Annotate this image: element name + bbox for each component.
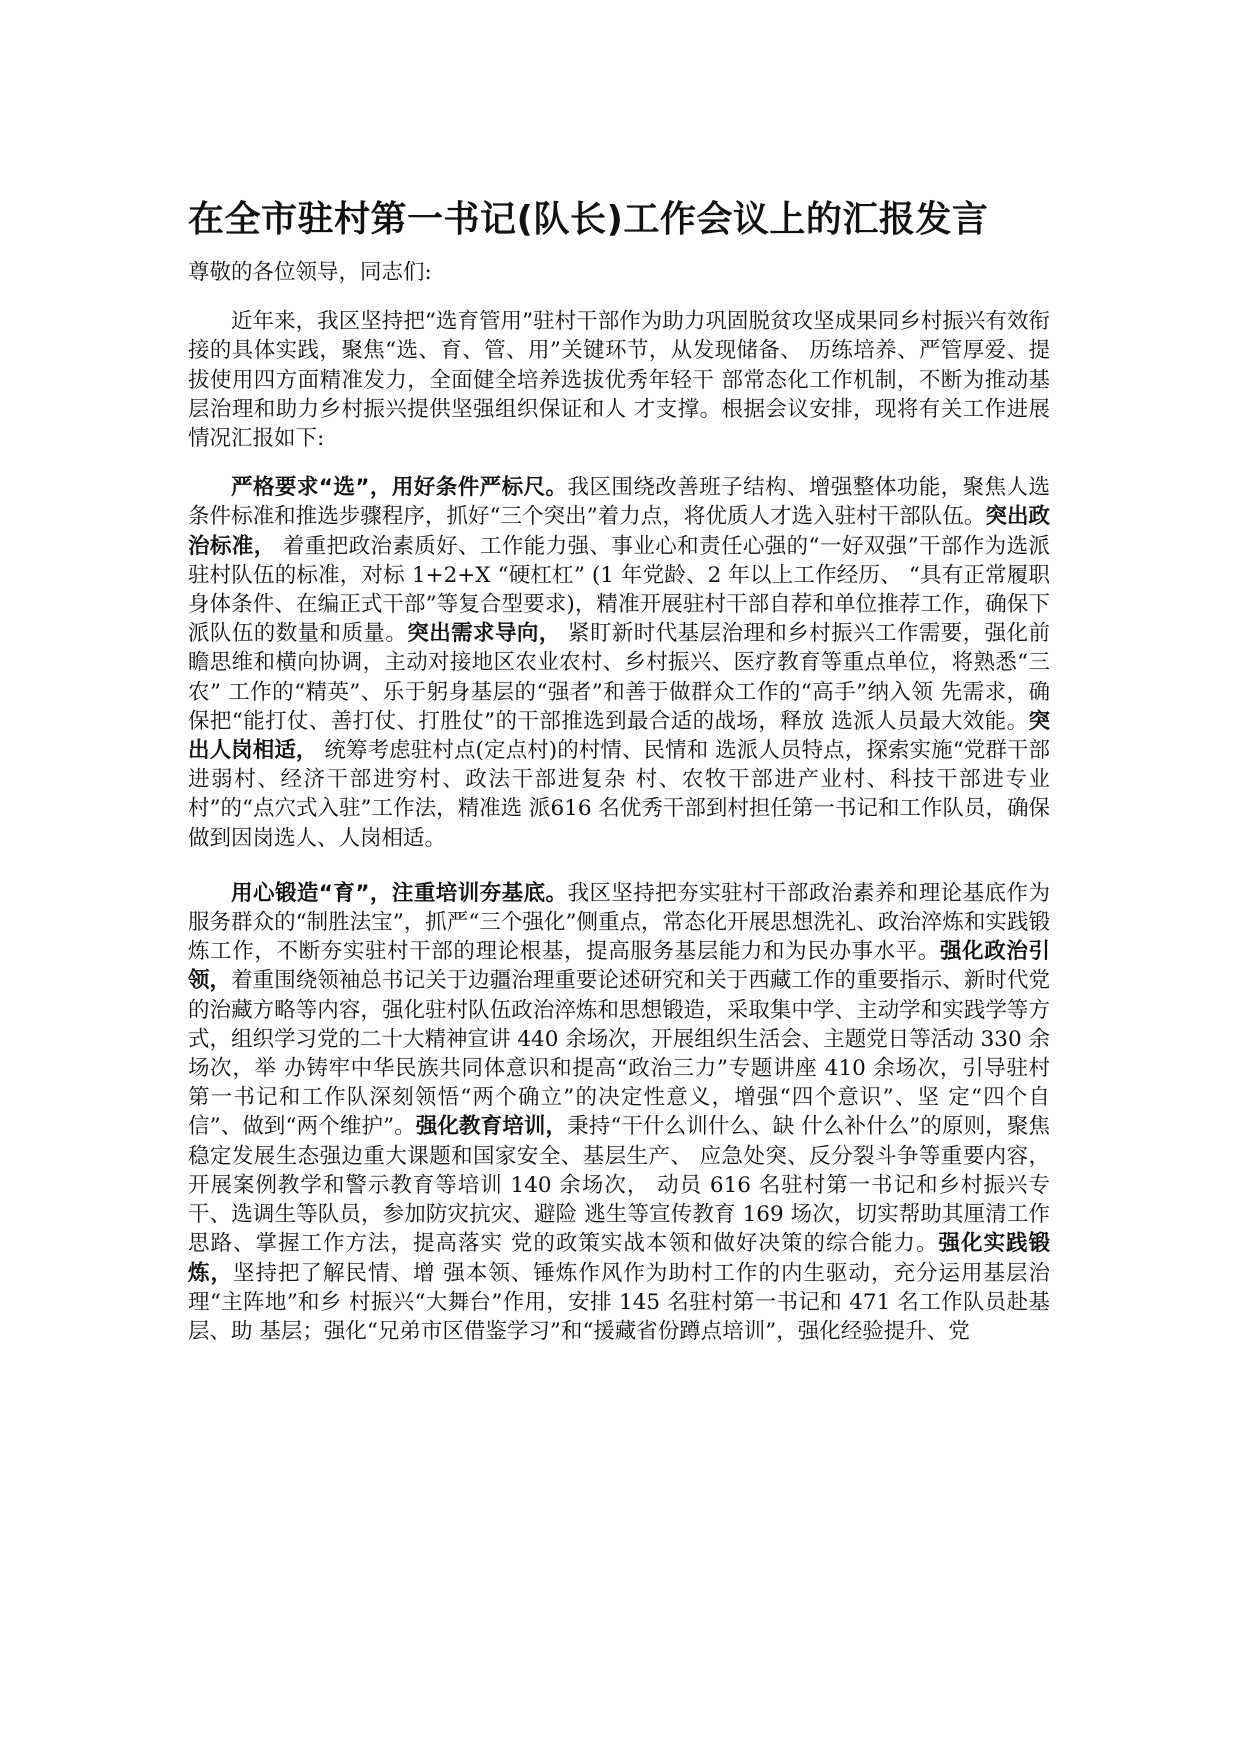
text-selection: 我区围绕改善班子结构、增强整体功能，聚焦人选条件标准和推选步骤程序，抓好“三个突出”着力点，将优质人才选入驻村干部队伍。 — [188, 475, 1050, 530]
text-practice: 坚持把了解民情、增 强本领、锤炼作风作为助村工作的内生驱动，充分运用基层治理“主阵地”和乡 村振兴“大舞台”作用，安排 145 名驻村第一书记和 471 名工作队员赴基层、助 基层；强化“兄弟市区借鉴学习”和“援藏省份蹲点培训”，强化经验提升、党 — [188, 1260, 1050, 1344]
document-body — [188, 258, 1050, 1366]
text-political-standard: 着重把政治素质好、工作能力强、事业心和责任心强的“一好双强”干部作为选派驻村队伍的标准，对标 1+2+X “硬杠杠” (1 年党龄、2 年以上工作经历、 “具有正常履职身体条件、在编正式干部”等复合型要求)，精准开展驻村干部自荐和单位推荐工作，确保下派队伍的数量和质量。 — [188, 533, 1050, 647]
heading-political-guidance: 强化政治引领， — [188, 939, 1050, 994]
paragraph-training — [188, 879, 1050, 1346]
text-political-guidance: 着重围绕领袖总书记关于边疆治理重要论述研究和关于西藏工作的重要指示、新时代党的治藏方略等内容，强化驻村队伍政治淬炼和思想锻造，采取集中学、主动学和实践学等方式，组织学习党的二十大精神宣讲 440 余场次，开展组织生活会、主题党日等活动 330 余场次，举 办铸牢中华民族共同体意识和提高“政治三力”专题讲座 410 余场次，引导驻村 第一书记和工作队深刻领悟“两个确立”的决定性意义，增强“四个意识”、坚 定“四个自信”、做到“两个维护”。 — [188, 968, 1050, 1140]
heading-person-post-fit: 突出人岗相适， — [188, 708, 1050, 764]
heading-education-training: 强化教育培训， — [415, 1114, 568, 1140]
document-title: 在全市驻村第一书记(队长)工作会议上的汇报发言 — [188, 199, 989, 240]
text-person-post-fit: 统筹考虑驻村点(定点村)的村情、民情和 选派人员特点，探索实施“党群干部进弱村、经济干部进穷村、政法干部进复杂 村、农牧干部进产业村、科技干部进专业村”的“点穴式入驻”工作法，精准选 派616 名优秀干部到村担任第一书记和工作队员，确保做到因岗选人、人岗相适。 — [188, 738, 1050, 851]
paragraph-selection — [188, 473, 1050, 853]
salutation: 尊敬的各位领导，同志们: — [188, 260, 432, 285]
text-demand-orientation: 紧盯新时代基层治理和乡村振兴工作需要，强化前瞻思维和横向协调，主动对接地区农业农村、乡村振兴、医疗教育等重点单位，将熟悉“三农” 工作的“精英”、乐于躬身基层的“强者”和善于做群众工作的“高手”纳入领 先需求，确保把“能打仗、善打仗、打胜仗”的干部推选到最合适的战场，释放 选派人员最大效能。 — [188, 621, 1050, 734]
heading-political-standard: 突出政治标准， — [188, 504, 1050, 559]
heading-practice: 强化实践锻炼， — [188, 1231, 1050, 1286]
heading-demand-orientation: 突出需求导向， — [407, 621, 561, 647]
paragraph-intro: 近年来，我区坚持把“选育管用”驻村干部作为助力巩固脱贫攻坚成果同乡村振兴有效衔接的具体实践，聚焦“选、育、管、用”关键环节，从发现储备、 历练培养、严管厚爱、提拔使用四方面精准发力，全面健全培养选拔优秀年轻干 部常态化工作机制，不断为推动基层治理和助力乡村振兴提供坚强组织保证和人 才支撑。根据会议安排，现将有关工作进展情况汇报如下: — [188, 309, 1050, 452]
text-education-training: 秉持“干什么训什么、缺 什么补什么”的原则，聚焦稳定发展生态强边重大课题和国家安全、基层生产、 应急处突、反分裂斗争等重要内容，开展案例教学和警示教育等培训 140 余场次， 动员 616 名驻村第一书记和乡村振兴专干、选调生等队员，参加防灾抗灾、避险 逃生等宣传教育 169 场次，切实帮助其厘清工作思路、掌握工作方法，提高落实 党的政策实战本领和做好决策的综合能力。 — [188, 1114, 1050, 1257]
text-training: 我区坚持把夯实驻村干部政治素养和理论基底作为服务群众的“制胜法宝”，抓严“三个强化”侧重点，常态化开展思想洗礼、政治淬炼和实践锻炼工作，不断夯实驻村干部的理论根基，提高服务基层能力和为民办事水平。 — [188, 880, 1050, 965]
heading-training: 用心锻造“育”，注重培训夯基底。 — [231, 880, 568, 906]
heading-selection: 严格要求“选”，用好条件严标尺。 — [231, 475, 568, 501]
